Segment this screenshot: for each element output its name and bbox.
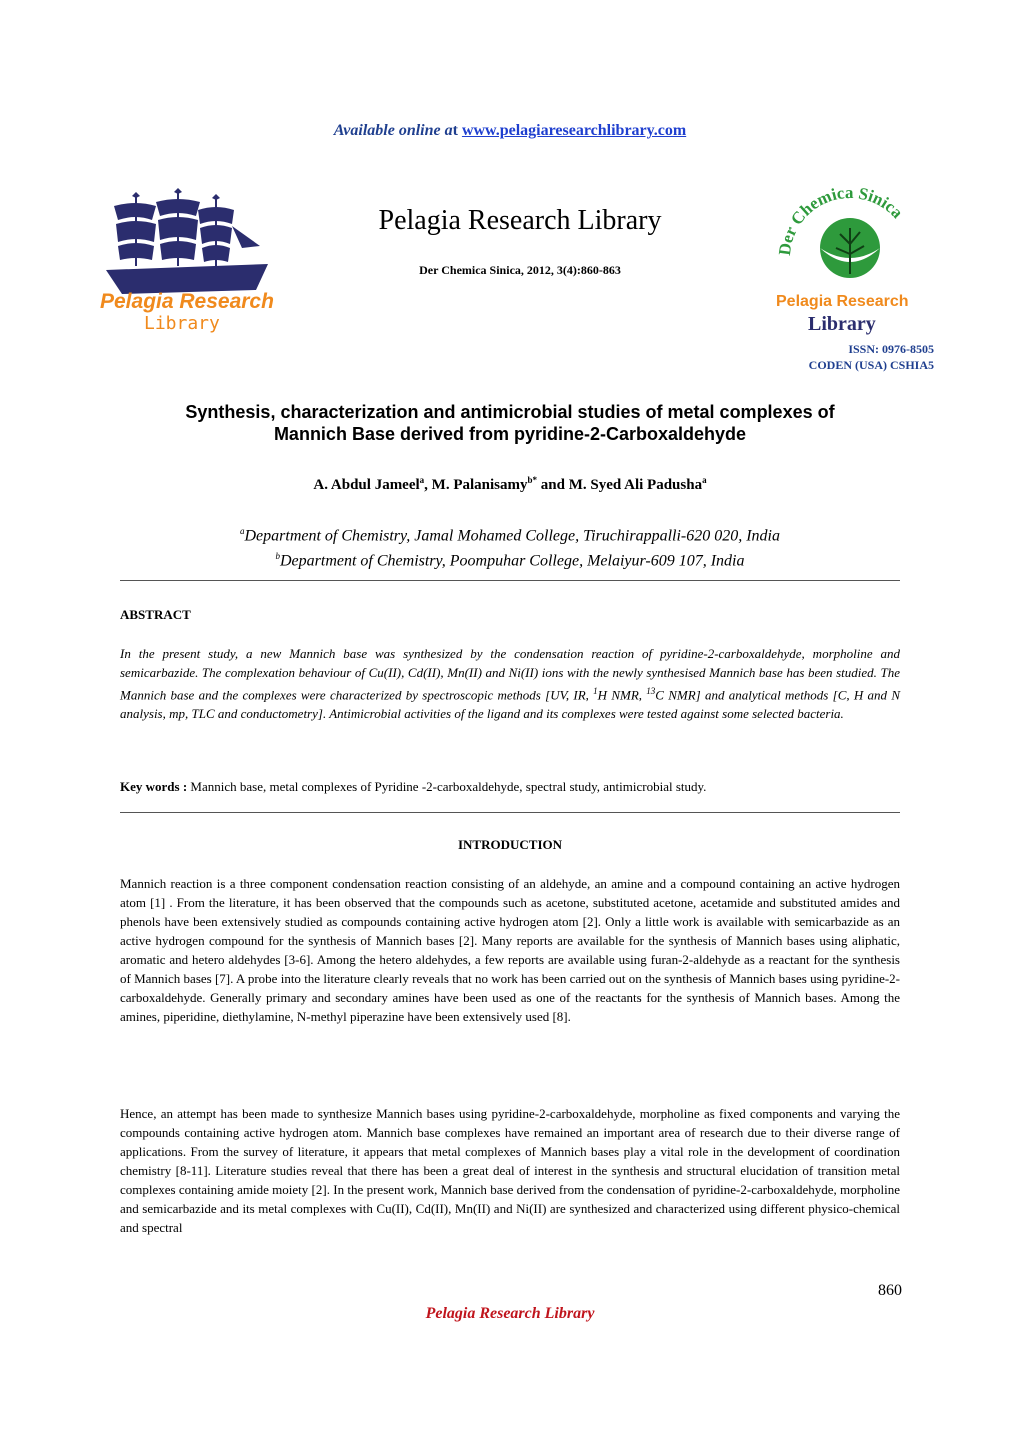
der-chemica-sinica-logo [770,188,930,338]
abstract-part2: H NMR, [597,687,647,703]
page-number: 860 [878,1282,902,1299]
journal-title: Pelagia Research Library [378,205,662,236]
right-logo-line1: Pelagia Research [776,293,909,310]
abstract-part3: C NMR] and analytical methods [C, H and N analysis, mp, TLC and conductometry]. Antimicrobial activities of the ligand and its complexes were tested against some selected bacteria. [120,687,900,722]
affil-b-marker: b [275,551,280,562]
tree-icon [770,188,930,338]
author-1: A. Abdul Jameel [313,477,420,493]
keywords-text: Mannich base, metal complexes of Pyridine -2-carboxaldehyde, spectral study, antimicrobial study. [190,779,707,794]
affil-a-marker: a [239,526,245,536]
availability-line [0,122,1020,140]
journal-url-link[interactable]: www.pelagiaresearchlibrary.com [461,122,687,139]
abstract-text [120,644,900,723]
abstract-part1: In the present study, a new Mannich base was synthesized by the condensation reaction of pyridine-2-carboxaldehyde, morpholine and semicarbazide. The complexation behaviour of Cu(II), Cd(II), Mn(II) and Ni(II) ions with the newly synthesised Mannich base has been studied. The Mannich base and the complexes were characterized by spectroscopic methods [UV, IR, [120,646,900,703]
paper-title-line2: Mannich Base derived from pyridine-2-Carboxaldehyde [273,424,747,444]
issn: ISSN: 0976-8505 [848,342,934,356]
author-2-affil: b* [527,475,538,485]
coden: CODEN (USA) CSHIA5 [808,358,934,372]
footer-publisher: Pelagia Research Library [425,1305,595,1322]
paper-title [120,401,900,445]
ship-icon [92,186,282,336]
right-logo-line2: Library [808,313,876,335]
author-3: and M. Syed Ali Padusha [537,477,703,493]
left-logo-line1: Pelagia Research [100,290,274,313]
availability-prefix: Available online a [333,122,453,139]
abstract-sup-1: 1 [593,686,598,696]
paper-title-line1: Synthesis, characterization and antimicrobial studies of metal complexes of [185,402,835,422]
introduction-paragraph-2: Hence, an attempt has been made to synthesize Mannich bases using pyridine-2-carboxaldehyde, morpholine as fixed components and varying the compounds containing active hydrogen atom. Mannich base complexes have remained an important area of research due to their diverse range of applications. From the survey of literature, it appears that metal complexes of Mannich bases play a vital role in the development of coordination chemistry [8-11]. Literature studies reveal that there has been a great deal of interest in the synthesis and structural elucidation of transition metal complexes containing amide moiety [2]. In the present work, Mannich base derived from the condensation of pyridine-2-carboxaldehyde, morpholine and semicarbazide and its metal complexes with Cu(II), Cd(II), Mn(II) and Ni(II) are synthesized and characterized using different physico-chemical and spectral [120,1106,900,1235]
introduction-heading: INTRODUCTION [457,837,562,852]
issn-block [740,341,934,373]
journal-citation: Der Chemica Sinica, 2012, 3(4):860-863 [419,263,621,277]
divider [120,812,900,813]
left-logo-line2: Library [144,313,220,334]
abstract-sup-13: 13 [646,686,656,696]
author-3-affil: a [702,475,707,485]
availability-t: t [452,122,458,139]
author-1-affil: a [419,475,425,485]
authors [120,475,900,494]
divider [120,580,900,581]
affiliation-b: Department of Chemistry, Poompuhar College, Melaiyur-609 107, India [279,552,745,570]
keywords [120,779,900,795]
author-2: , M. Palanisamy [424,477,528,493]
affiliation-a: Department of Chemistry, Jamal Mohamed College, Tiruchirappalli-620 020, India [244,527,780,545]
abstract-heading: ABSTRACT [120,607,191,622]
affiliations [120,521,900,572]
pelagia-ship-logo [92,186,282,336]
right-logo-arc-text: Der Chemica Sinica [774,188,907,257]
keywords-label: Key words : [120,779,191,794]
introduction-paragraph-1: Mannich reaction is a three component condensation reaction consisting of an aldehyde, an amine and a compound containing an active hydrogen atom [1] . From the literature, it has been observed that the compounds such as acetone, substituted acetone, acetamide and substituted amides and phenols have been extensively studied as compounds containing active hydrogen atom [2]. Only a little work is available with semicarbazide as an active hydrogen compound for the synthesis of Mannich bases [2]. Many reports are available for the synthesis of Mannich bases using aliphatic, aromatic and hetero aldehydes [3-6]. Among the hetero aldehydes, a few reports are available using furan-2-aldehyde as a reactant for the synthesis of Mannich bases [7]. A probe into the literature clearly reveals that no work has been carried out on the synthesis of Mannich bases using pyridine-2-carboxaldehyde. Generally primary and secondary amines have been used as one of the reactants for the synthesis of Mannich bases. Among the amines, piperidine, diethylamine, N-methyl piperazine have been extensively used [8]. [120,876,900,1024]
